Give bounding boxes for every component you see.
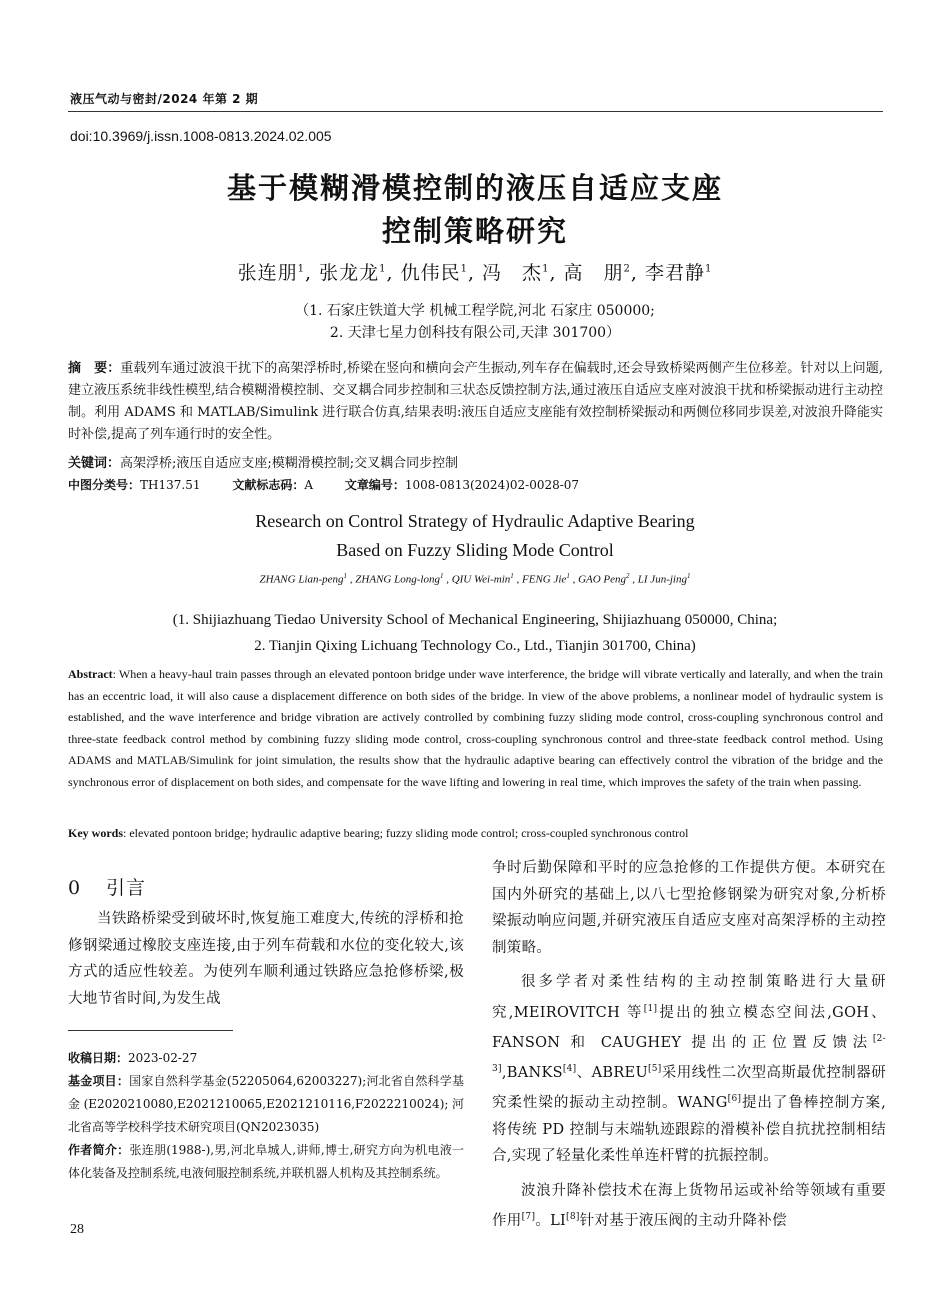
- keywords-zh: 关键词：高架浮桥;液压自适应支座;模糊滑模控制;交叉耦合同步控制: [68, 456, 459, 471]
- journal-header: 液压气动与密封/2024 年第 2 期: [70, 92, 259, 106]
- right-column-text: [492, 855, 886, 1235]
- authors-zh: 张连朋$^1$, 张龙龙$^1$, 仇伟民$^1$, 冯 杰$^1$, 高 朋$^2$, 李君静$^1$: [237, 262, 713, 284]
- classification-line: 中图分类号：TH137.51 文献标志码：A 文章编号：1008-0813(2024)02-0028-07: [68, 478, 580, 492]
- header-rule: [68, 111, 883, 112]
- keywords-en: Key words: elevated pontoon bridge; hydraulic adaptive bearing; fuzzy sliding mode control; cross-coupled synchronous control: [68, 826, 689, 840]
- title-en-line2: Based on Fuzzy Sliding Mode Control: [336, 540, 614, 560]
- author-zh: 李君静: [645, 262, 706, 284]
- citation: [1]: [643, 1003, 658, 1014]
- author-zh: 仇伟民: [400, 262, 461, 284]
- paragraph: 当铁路桥梁受到破坏时,恢复施工难度大,传统的浮桥和抢修钢梁通过橡胶支座连接,由于列车荷载和水位的变化较大,该方式的适应性较差。为使列车顺利通过铁路应急抢修桥梁,极大地节省时间,为发生战: [68, 911, 464, 1007]
- abstract-zh-text: 重载列车通过波浪干扰下的高架浮桥时,桥梁在竖向和横向会产生振动,列车存在偏载时,还会导致桥梁两侧产生位移差。针对以上问题,建立液压系统非线性模型,结合模糊滑模控制、交叉耦合同步控制和三状态反馈控制方法,通过液压自适应支座对波浪干扰和桥梁振动进行主动控制。利用 ADAMS 和 MATLAB/Simulink 进行联合仿真,结果表明:液压自适应支座能有效控制桥梁振动和两侧位移同步误差,对波浪升降能实时补偿,提高了列车通行时的安全性。: [68, 361, 883, 442]
- affiliation-zh-line2: 2. 天津七星力创科技有限公司,天津 301700）: [329, 325, 621, 341]
- author-zh: 张龙龙: [319, 262, 380, 284]
- affiliation-en-line1: (1. Shijiazhuang Tiedao University School of Mechanical Engineering, Shijiazhuang 050000, China;: [172, 612, 778, 628]
- abstract-en: [68, 664, 883, 793]
- affiliation-zh-line1: （1. 石家庄铁道大学 机械工程学院,河北 石家庄 050000;: [295, 303, 655, 319]
- author-zh: 高 朋: [563, 262, 624, 284]
- citation: [2-3]: [492, 1033, 886, 1075]
- page-number: 28: [70, 1222, 84, 1237]
- citation: [5]: [647, 1064, 662, 1075]
- footnote-rule: [68, 1030, 233, 1031]
- author-zh: 冯 杰: [482, 262, 543, 284]
- title-zh-line1: 基于模糊滑模控制的液压自适应支座: [226, 171, 723, 205]
- abstract-en-label: Abstract: [68, 667, 113, 681]
- affiliation-en-line2: 2. Tianjin Qixing Lichuang Technology Co., Ltd., Tianjin 301700, China): [254, 638, 696, 654]
- footnotes: 收稿日期：2023-02-27 基金项目：国家自然科学基金(52205064,62003227);河北省自然科学基金(E2020210080,E2021210065,E2021210116,F2022210024);河北省高等学校科学技术研究项目(QN2023035) 作者简介：张连朋(1988-),男,河北阜城人,讲师,博士,研究方向为机电液一体化装备及控制系统,电液伺服控制系统,并联机器人机构及其控制系统。: [68, 1051, 464, 1180]
- section-heading: 0 引言: [68, 877, 147, 899]
- paragraph: 波浪升降补偿技术在海上货物吊运或补给等领域有重要作用[7]。LI[8]针对基于液压阀的主动升降补偿: [492, 1182, 886, 1230]
- citation: [6]: [727, 1094, 742, 1105]
- left-column-text: [68, 906, 464, 1012]
- citation: [4]: [562, 1064, 577, 1075]
- doi: doi:10.3969/j.issn.1008-0813.2024.02.005: [70, 128, 332, 144]
- authors-en: ZHANG Lian-peng$^1$ , ZHANG Long-long$^1$ , QIU Wei-$\min^1$ , FENG Jie$^1$ , GAO Peng$^2$ , LI Jun-jing$^1$: [259, 572, 691, 586]
- citation: [8]: [566, 1212, 580, 1223]
- abstract-en-text: : When a heavy-haul train passes through an elevated pontoon bridge under wave interference, the bridge will vibrate vertically and laterally, and when the train has an eccentric load, it will also cause a displacement difference on both sides of the bridge. In view of the above problems, a nonlinear model of hydraulic system is established, and the wave interference and bridge vibration are actively controlled by combining fuzzy sliding mode control, cross-coupling synchronous control and three-state feedback control method by combining fuzzy sliding mode control, cross-coupling synchronous control and three-state feedback control method. Using ADAMS and MATLAB/Simulink for joint simulation, the results show that the hydraulic adaptive bearing can effectively control the vibration of the bridge and the synchronous error of displacement on both sides, and compensate for the wave lifting and lowering in real time, which improves the safety of the train when passing.: [68, 667, 883, 789]
- abstract-zh-label: 摘 要：: [68, 361, 121, 376]
- citation: [7]: [521, 1212, 536, 1223]
- paragraph: 争时后勤保障和平时的应急抢修的工作提供方便。本研究在国内外研究的基础上,以八七型抢修钢梁为研究对象,分析桥梁振动响应问题,并研究液压自适应支座对高架浮桥的主动控制策略。: [492, 860, 886, 956]
- title-en-line1: Research on Control Strategy of Hydraulic Adaptive Bearing: [255, 511, 695, 531]
- paragraph: 很多学者对柔性结构的主动控制策略进行大量研究,MEIROVITCH 等[1]提出的独立模态空间法,GOH、FANSON 和 CAUGHEY 提出的正位置反馈法[2-3],BANKS[4]、ABREU[5]采用线性二次型高斯最优控制器研究柔性梁的振动主动控制。WANG[6]提出了鲁棒控制方案,将传统 PD 控制与末端轨迹跟踪的滑模补偿自抗扰控制相结合,实现了轻量化柔性单连杆臂的抗振控制。: [492, 974, 886, 1165]
- author-zh: 张连朋: [237, 262, 298, 284]
- title-zh-line2: 控制策略研究: [381, 214, 568, 248]
- abstract-zh: [68, 358, 883, 446]
